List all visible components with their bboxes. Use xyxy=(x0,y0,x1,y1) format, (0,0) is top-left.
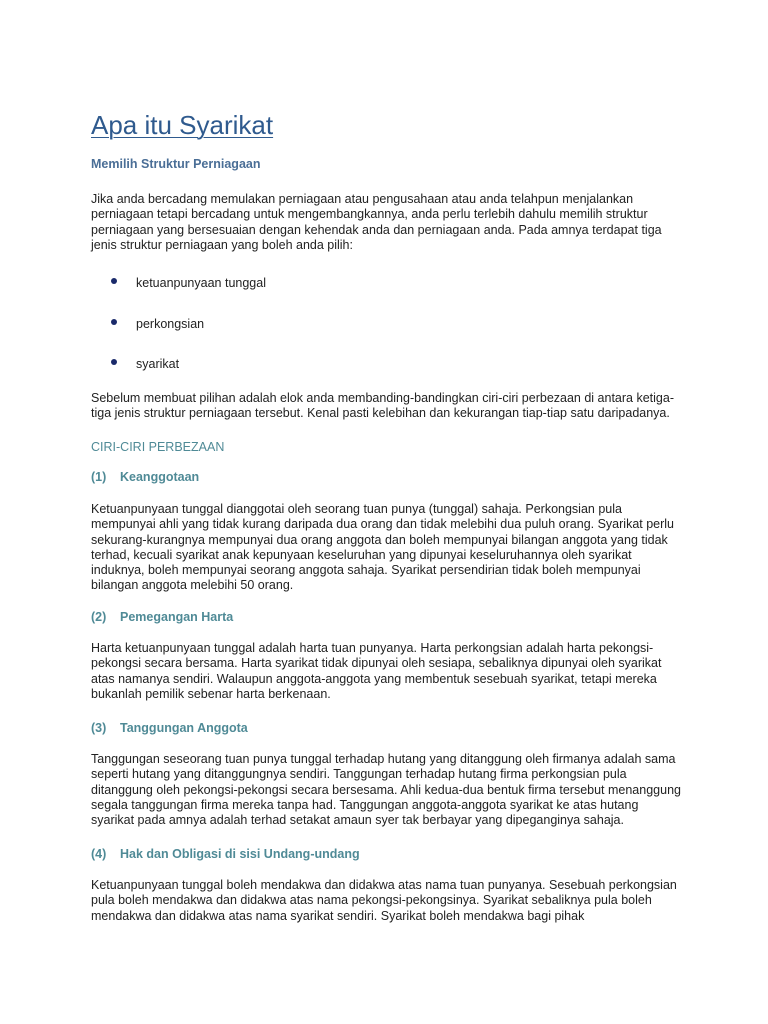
section-number: (1) xyxy=(91,470,107,484)
list-item-label: syarikat xyxy=(136,357,180,371)
section-title: Tanggungan Anggota xyxy=(120,721,248,735)
section-body-property: Harta ketuanpunyaan tunggal adalah harta tuan punyanya. Harta perkongsian adalah harta pekongsi-pekongsi secara bersama. Harta syarikat tidak dipunyai oleh sesiapa, sebaliknya dipunyai oleh syarikat atas namanya sendiri. Walaupun anggota-anggota yang membentuk sesebuah syarikat, tetapi mereka bukanlah pemilik sebenar harta berkenaan. xyxy=(91,641,662,701)
section-heading-property xyxy=(91,610,233,624)
list-item-label: perkongsian xyxy=(136,317,205,331)
section-heading-membership xyxy=(91,470,199,484)
section-body-liability: Tanggungan seseorang tuan punya tunggal terhadap hutang yang ditanggung oleh firmanya adalah sama seperti hutang yang ditanggungnya sendiri. Tanggungan terhadap hutang firma perkongsian pula ditanggung oleh pekongsi-pekongsi secara bersesama. Ahli kedua-dua bentuk firma tersebut menanggung segala tanggungan firma mereka tanpa had. Tanggungan anggota-anggota syarikat ke atas hutang syarikat pada amnya adalah terhad setakat amaun syer tak berbayar yang dipeganginya sahaja. xyxy=(91,752,681,828)
section-number: (3) xyxy=(91,721,107,735)
section-title: Hak dan Obligasi di sisi Undang-undang xyxy=(120,847,360,861)
section-body-legal-rights: Ketuanpunyaan tunggal boleh mendakwa dan didakwa atas nama tuan punyanya. Sesebuah perkongsian pula boleh mendakwa dan didakwa atas nama pekongsi-pekongsinya. Syarikat sebaliknya pula boleh mendakwa dan didakwa atas nama syarikat sendiri. Syarikat boleh mendakwa bagi pihak xyxy=(91,878,677,923)
differences-heading: CIRI-CIRI PERBEZAAN xyxy=(91,440,225,454)
intro-paragraph: Jika anda bercadang memulakan perniagaan atau pengusahaan atau anda telahpun menjalankan perniagaan tetapi bercadang untuk mengembangkannya, anda perlu terlebih dahulu memilih struktur perniagaan yang bersesuaian dengan kehendak anda dan perniagaan anda. Pada amnya terdapat tiga jenis struktur perniagaan yang boleh anda pilih: xyxy=(91,192,662,252)
bullet-icon xyxy=(111,278,117,284)
comparison-intro-paragraph: Sebelum membuat pilihan adalah elok anda membanding-bandingkan ciri-ciri perbezaan di antara ketiga-tiga jenis struktur perniagaan tersebut. Kenal pasti kelebihan dan kekurangan tiap-tiap satu daripadanya. xyxy=(91,391,674,421)
bullet-icon xyxy=(111,359,117,365)
section-title: Keanggotaan xyxy=(120,470,200,484)
list-item-label: ketuanpunyaan tunggal xyxy=(136,276,266,290)
section-number: (2) xyxy=(91,610,107,624)
section-title: Pemegangan Harta xyxy=(120,610,234,624)
section-heading-legal-rights xyxy=(91,847,360,861)
section-number: (4) xyxy=(91,847,107,861)
page-title: Apa itu Syarikat xyxy=(91,110,274,140)
section-body-membership: Ketuanpunyaan tunggal dianggotai oleh seorang tuan punya (tunggal) sahaja. Perkongsian pula mempunyai ahli yang tidak kurang daripada dua orang dan tidak melebihi dua puluh orang. Syarikat perlu sekurang-kurangnya mempunyai dua orang anggota dan boleh mempunyai bilangan anggota yang tidak terhad, kecuali syarikat anak kepunyaan keseluruhan yang dipunyai keseluruhannya oleh syarikat induknya, boleh mempunyai seorang anggota sahaja. Syarikat persendirian tidak boleh mempunyai bilangan anggota melebihi 50 orang. xyxy=(91,502,675,593)
section-heading-liability xyxy=(91,721,248,735)
page-subtitle: Memilih Struktur Perniagaan xyxy=(91,157,261,171)
bullet-icon xyxy=(111,319,117,325)
